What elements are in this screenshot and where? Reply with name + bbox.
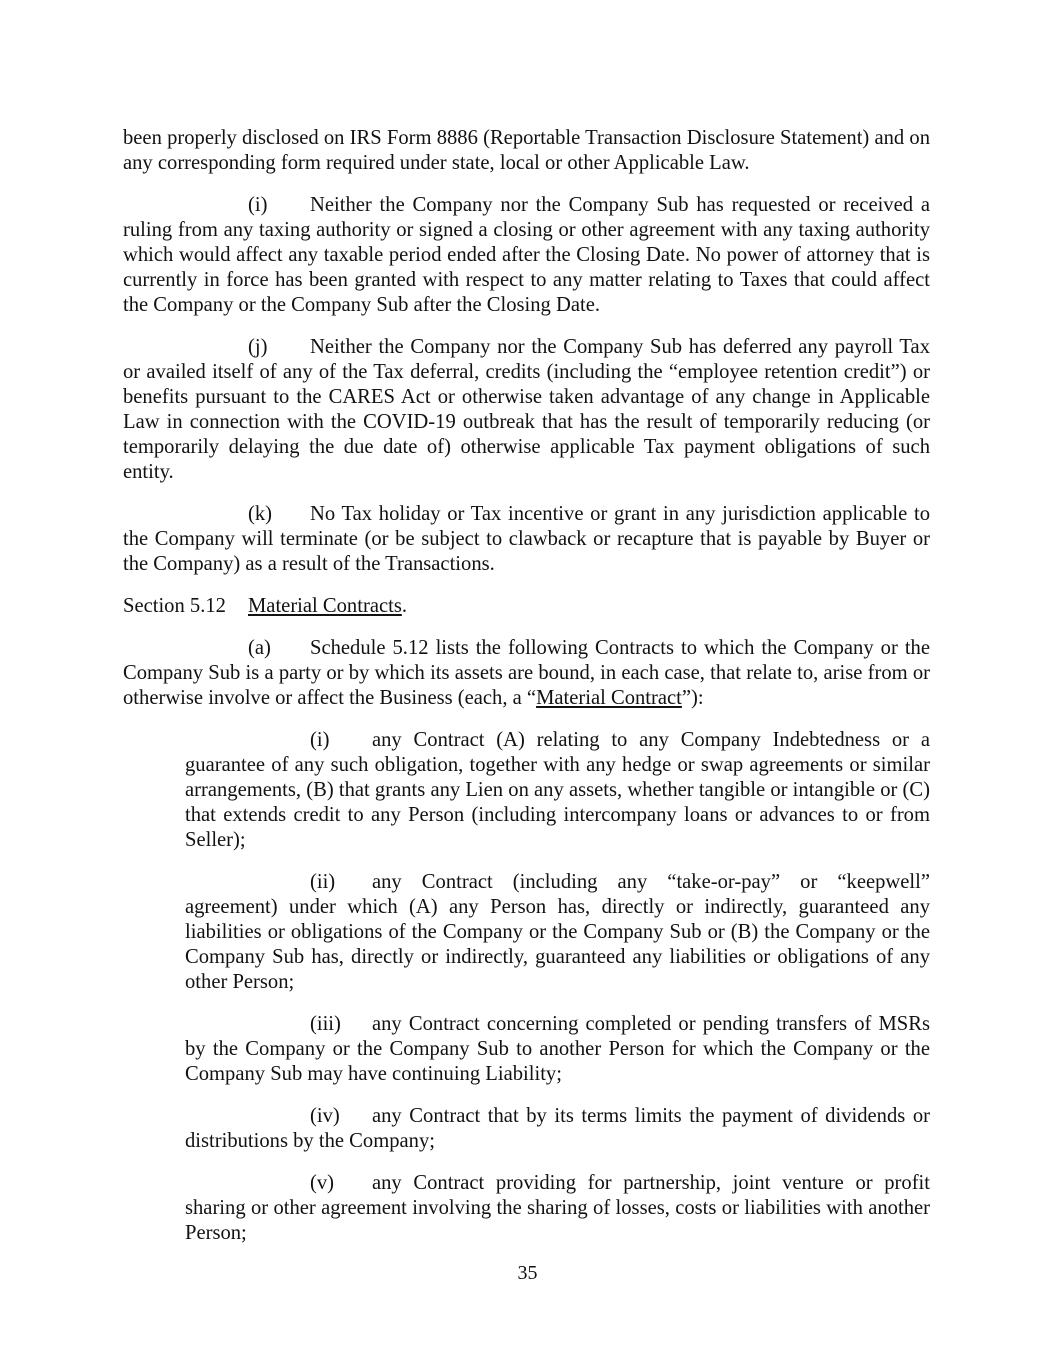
contract-item-i — [185, 728, 930, 853]
paragraph-label: (i) — [248, 194, 268, 216]
item-label: (v) — [310, 1172, 335, 1194]
item-label: (iv) — [310, 1105, 340, 1127]
paragraph-tax-j — [123, 335, 930, 485]
contract-item-iii — [185, 1012, 930, 1087]
section-heading — [123, 594, 930, 619]
paragraph-text: Schedule 5.12 lists the following Contracts to which the Company or the Company Sub is a party or by which its assets are bound, in each case, that relate to, arise from or otherwise involve or affect the Business (each, a “ — [123, 637, 930, 709]
item-label: (i) — [310, 729, 330, 751]
item-text: any Contract (including any “take-or-pay” or “keepwell” agreement) under which (A) any Person has, directly or indirectly, guaranteed any liabilities or obligations of the Company or the Company Sub or (B) the Company or the Company Sub has, directly or indirectly, guaranteed any liabilities or obligations of any other Person; — [185, 871, 930, 993]
paragraph-text: Neither the Company nor the Company Sub has requested or received a ruling from any taxing authority or signed a closing or other agreement with any taxing authority which would affect any taxable period ended after the Closing Date. No power of attorney that is currently in force has been granted with respect to any matter relating to Taxes that could affect the Company or the Company Sub after the Closing Date. — [123, 194, 930, 316]
paragraph-text: No Tax holiday or Tax incentive or grant in any jurisdiction applicable to the Company will terminate (or be subject to clawback or recapture that is payable by Buyer or the Company) as a result of the Transactions. — [123, 503, 930, 575]
item-text: any Contract providing for partnership, joint venture or profit sharing or other agreement involving the sharing of losses, costs or liabilities with another Person; — [185, 1172, 930, 1244]
paragraph-label: (k) — [248, 503, 273, 525]
item-label: (ii) — [310, 871, 336, 893]
paragraph-intro: been properly disclosed on IRS Form 8886 (Reportable Transaction Disclosure Statement) and on any corresponding form required under state, local or other Applicable Law. — [123, 127, 930, 174]
paragraph-text: ”): — [681, 687, 704, 709]
page-number: 35 — [517, 1262, 538, 1284]
contract-item-v — [185, 1171, 930, 1246]
paragraph-tax-k — [123, 502, 930, 577]
paragraph-label: (a) — [248, 637, 271, 659]
item-text: any Contract that by its terms limits the payment of dividends or distributions by the Company; — [185, 1105, 930, 1152]
document-content — [123, 126, 930, 1246]
paragraph-label: (j) — [248, 336, 268, 358]
defined-term: Material Contract — [536, 687, 682, 709]
section-number: Section 5.12 — [123, 595, 226, 617]
contract-item-ii — [185, 870, 930, 995]
section-title: Material Contracts — [248, 595, 402, 617]
item-text: any Contract (A) relating to any Company Indebtedness or a guarantee of any such obligation, together with any hedge or swap agreements or similar arrangements, (B) that grants any Lien on any assets, whether tangible or intangible or (C) that extends credit to any Person (including intercompany loans or advances to or from Seller); — [185, 729, 930, 851]
paragraph-tax-i — [123, 193, 930, 318]
paragraph-subsection-a — [123, 636, 930, 711]
contract-item-iv — [185, 1104, 930, 1154]
section-title-period: . — [401, 595, 407, 617]
paragraph-text: Neither the Company nor the Company Sub has deferred any payroll Tax or availed itself of any of the Tax deferral, credits (including the “employee retention credit”) or benefits pursuant to the CARES Act or otherwise taken advantage of any change in Applicable Law in connection with the COVID-19 outbreak that has the result of temporarily reducing (or temporarily delaying the due date of) otherwise applicable Tax payment obligations of such entity. — [123, 336, 930, 483]
item-text: any Contract concerning completed or pending transfers of MSRs by the Company or the Company Sub to another Person for which the Company or the Company Sub may have continuing Liability; — [185, 1013, 930, 1085]
item-label: (iii) — [310, 1013, 341, 1035]
